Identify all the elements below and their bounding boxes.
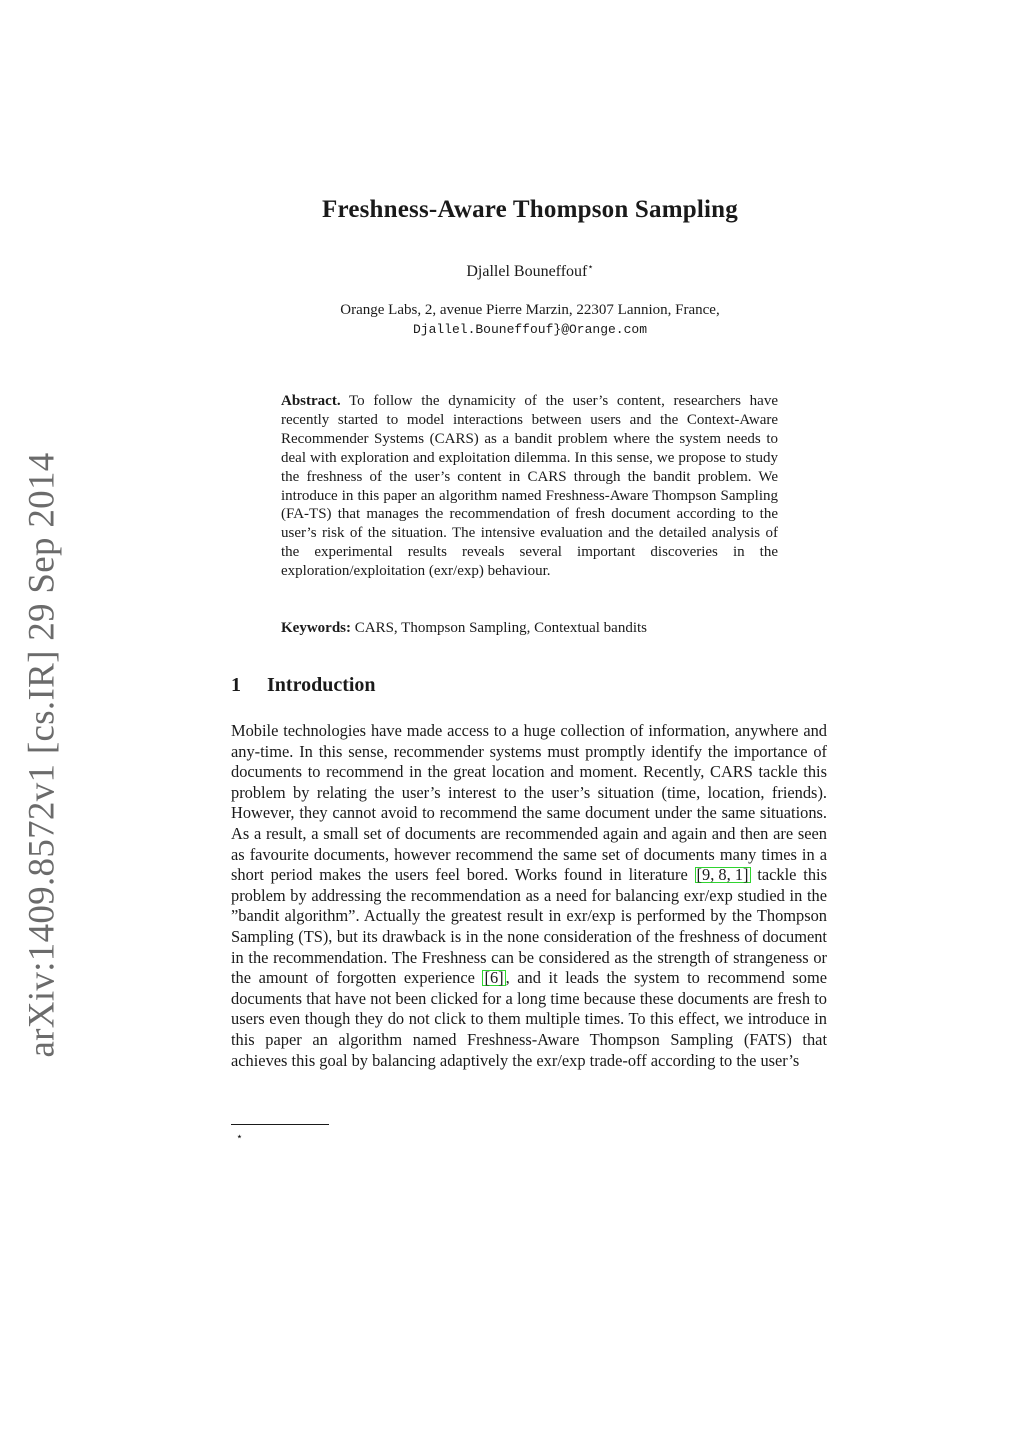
- intro-text-part-3: , and it leads the system to recommend some documents that have not been clicked for a long time because these documents are fresh to users even though they do not click to them multiple times. To this effect, we introduce in this paper an algorithm named Freshness-Aware Thompson Sampling (FATS) that achieves this goal by balancing adaptively the exr/exp trade-off according to the user’s: [231, 968, 827, 1070]
- affiliation: [0, 300, 1024, 340]
- author-line: [0, 262, 1024, 281]
- keywords: [281, 619, 778, 638]
- citation-link[interactable]: 1: [734, 865, 744, 885]
- abstract-text: To follow the dynamicity of the user’s content, researchers have recently started to model interactions between users and the Context-Aware Recommender Systems (CARS) as a bandit problem where the system needs to deal with exploration and exploitation dilemma. In this sense, we propose to study the freshness of the user’s content in CARS through the bandit problem. We introduce in this paper an algorithm named Freshness-Aware Thompson Sampling (FA-TS) that manages the recommendation of fresh document according to the user’s risk of the situation. The intensive evaluation and the detailed analysis of the experimental results reveals several important discoveries in the exploration/exploitation (exr/exp) behaviour.: [281, 393, 778, 580]
- author-email: Djallel.Bouneffouf}@Orange.com: [412, 322, 648, 337]
- author-name: Djallel Bouneffouf: [466, 263, 588, 280]
- intro-text-part-1: Mobile technologies have made access to a huge collection of information, anywhere and any-time. In this sense, recommender systems must promptly identify the importance of documents to recommend in the great location and moment. Recently, CARS tackle this problem by relating the user’s interest to the user’s situation (time, location, friends). However, they cannot avoid to recommend the same document under the same situations. As a result, a small set of documents are recommended again and again and then are seen as favourite documents, however recommend the same set of documents many times in a short period makes the users feel bored. Works found in literature: [231, 721, 827, 885]
- keywords-text: CARS, Thompson Sampling, Contextual bandits: [354, 620, 647, 636]
- citation-link[interactable]: 9: [702, 865, 711, 885]
- citation-group[interactable]: [6]: [484, 968, 504, 988]
- citation-link[interactable]: 6: [489, 968, 499, 988]
- citation-separator: ,: [710, 865, 719, 885]
- intro-text-part-2: tackle this problem by addressing the recommendation as a need for balancing exr/exp studied in the ”bandit algorithm”. Actually the greatest result in exr/exp is performed by the Thompson Sampling (TS), but its drawback is in the none consideration of the freshness of document in the recommendation. The Freshness can be considered as the strength of strangeness or the amount of forgotten experience: [231, 865, 827, 988]
- keywords-label: Keywords:: [281, 620, 351, 636]
- footnote-divider: [231, 1124, 329, 1125]
- section-number: 1: [231, 674, 241, 696]
- author-footnote-mark: ⋆: [587, 262, 594, 273]
- section-title: Introduction: [267, 674, 376, 696]
- section-heading: [231, 674, 376, 697]
- paper-title: Freshness-Aware Thompson Sampling: [322, 196, 738, 223]
- footnote-mark: ⋆: [236, 1131, 243, 1143]
- affiliation-address: Orange Labs, 2, avenue Pierre Marzin, 22307 Lannion, France,: [340, 302, 720, 318]
- abstract: [281, 392, 778, 581]
- introduction-paragraph: [231, 721, 827, 1071]
- arxiv-stamp: arXiv:1409.8572v1 [cs.IR] 29 Sep 2014: [21, 452, 63, 1058]
- citation-link[interactable]: 8: [718, 865, 727, 885]
- abstract-label: Abstract.: [281, 393, 341, 409]
- citation-group[interactable]: [9, 8, 1]: [696, 865, 749, 885]
- citation-separator: ,: [726, 865, 735, 885]
